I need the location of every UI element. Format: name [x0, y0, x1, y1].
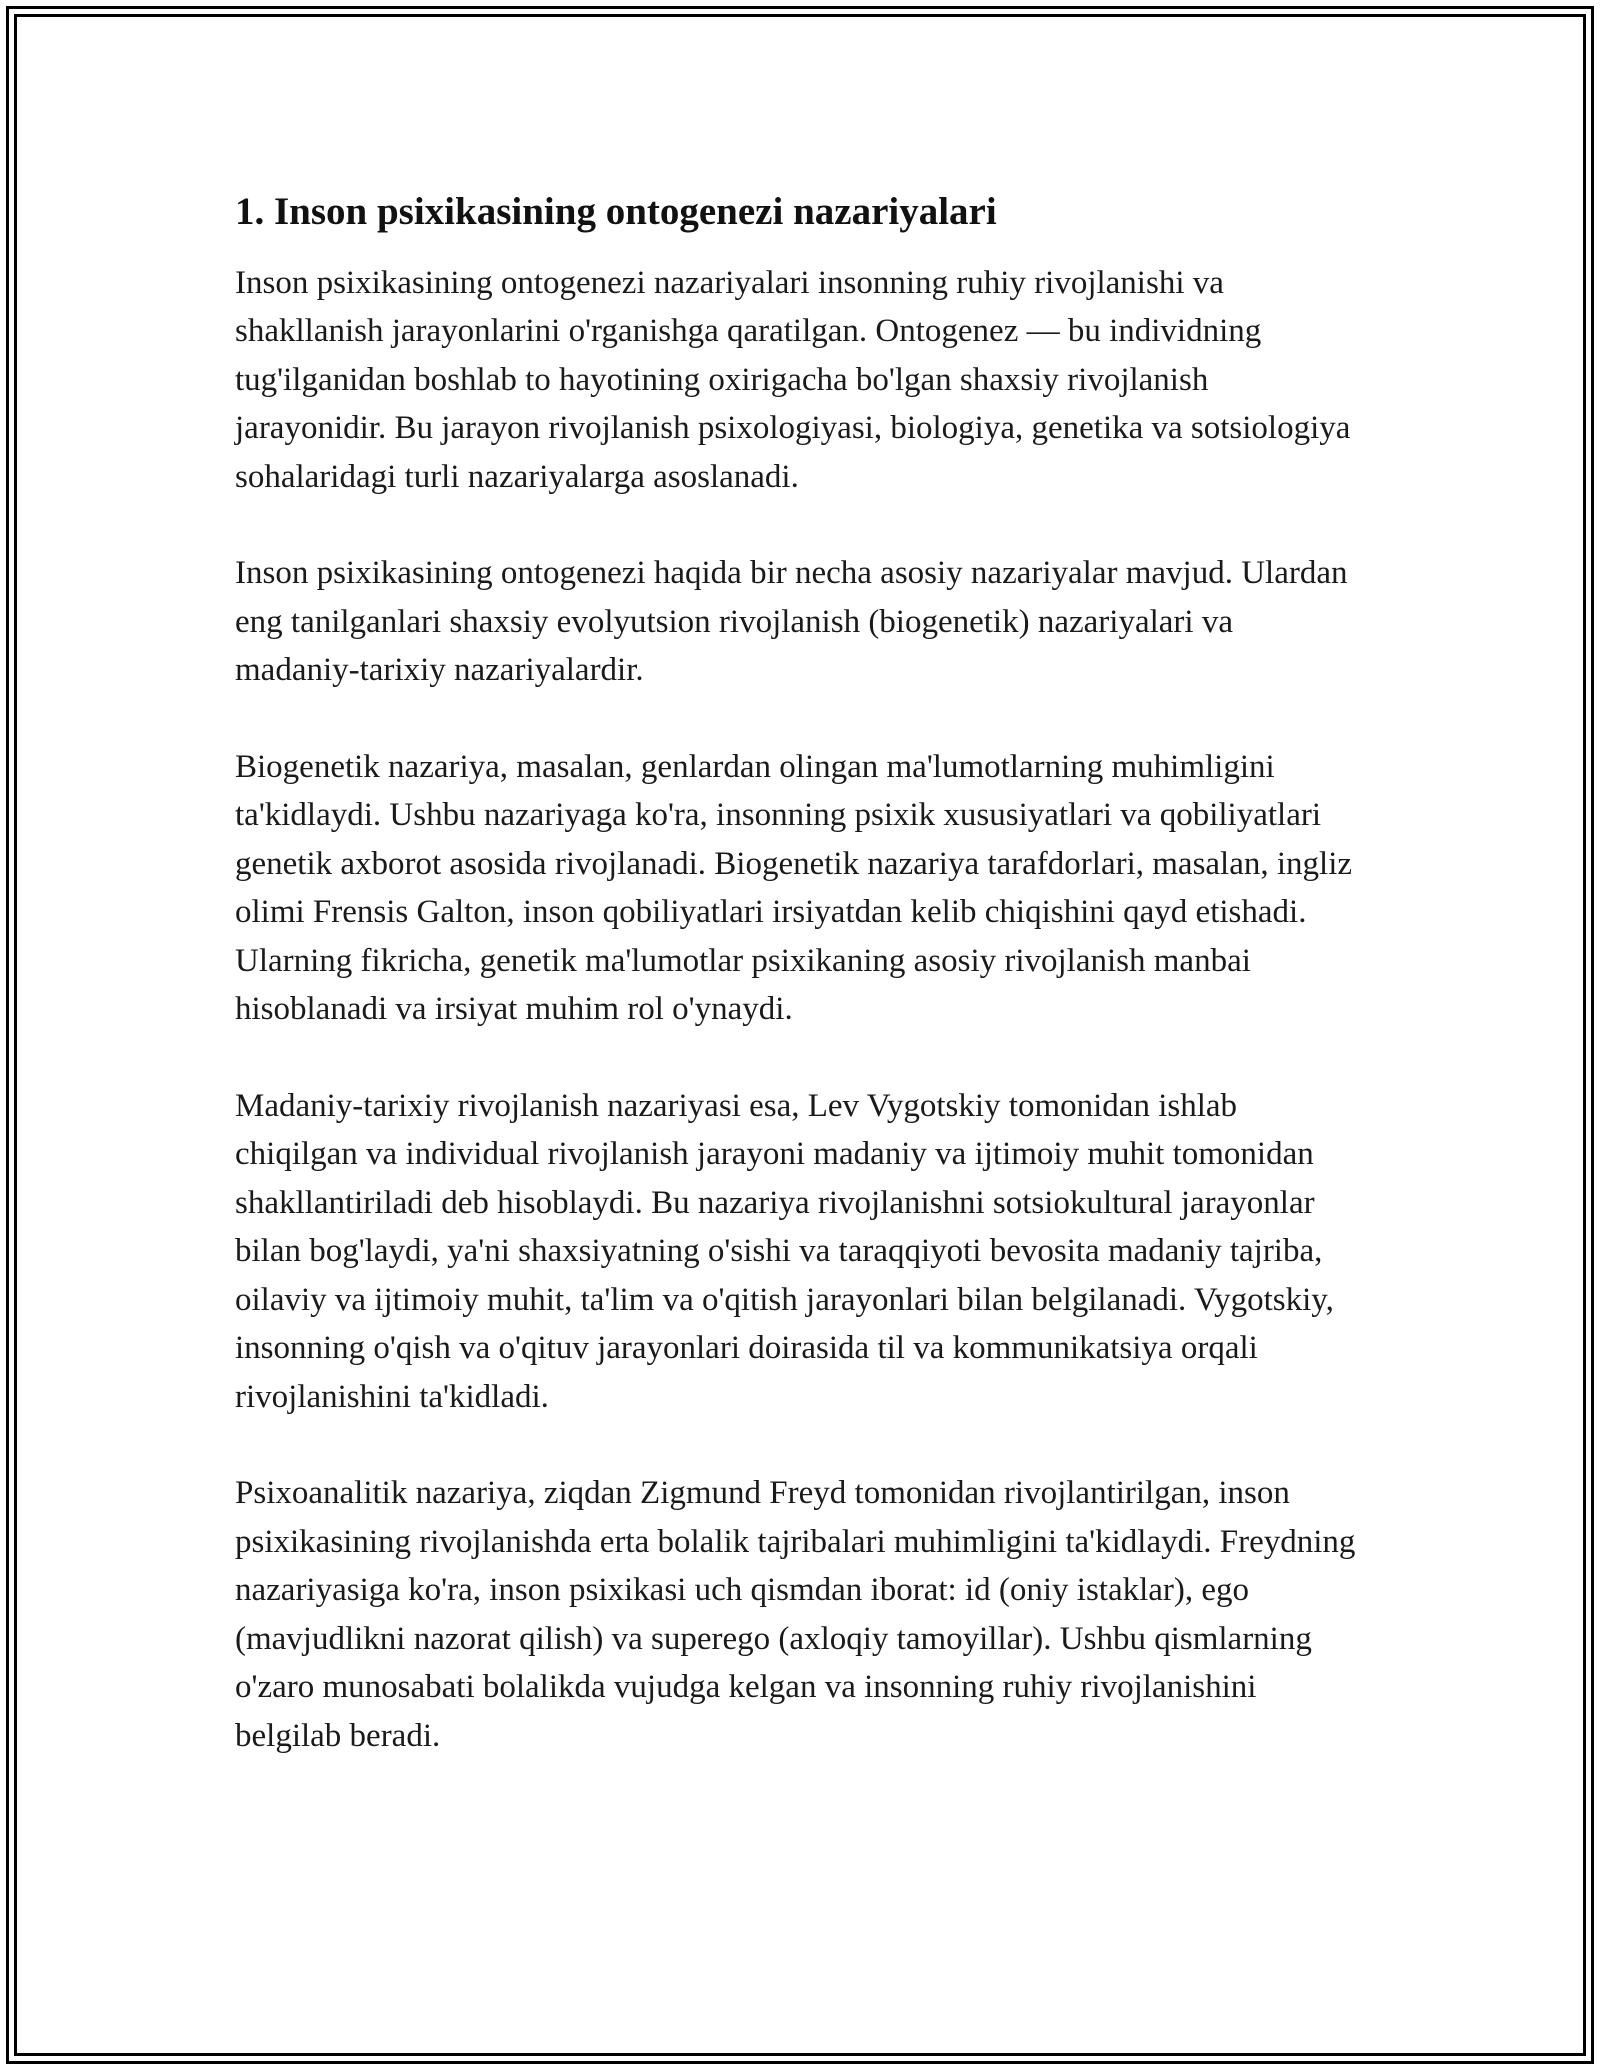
section-title: 1. Inson psixikasining ontogenezi nazariyalari	[235, 190, 997, 233]
paragraph-cultural-historical: Madaniy-tarixiy rivojlanish nazariyasi esa, Lev Vygotskiy tomonidan ishlab chiqilgan va individual rivojlanish jarayoni madaniy va ijtimoiy muhit tomonidan shakllantiriladi deb hisoblaydi. Bu nazariya rivojlanishni sotsiokultural jarayonlar bilan bog'laydi, ya'ni shaxsiyatning o'sishi va taraqqiyoti bevosita madaniy tajriba, oilaviy va ijtimoiy muhit, ta'lim va o'qitish jarayonlari bilan belgilanadi. Vygotskiy, insonning o'qish va o'qituv jarayonlari doirasida til va kommunikatsiya orqali rivojlanishini ta'kidladi.	[235, 1087, 1334, 1415]
paragraph-main-theories: Inson psixikasining ontogenezi haqida bir necha asosiy nazariyalar mavjud. Ulardan eng tanilganlari shaxsiy evolyutsion rivojlanish (biogenetik) nazariyalari va madaniy-tarixiy nazariyalardir.	[235, 555, 1348, 689]
document-body	[235, 188, 1365, 1808]
paragraph-psychoanalytic: Psixoanalitik nazariya, ziqdan Zigmund Freyd tomonidan rivojlantirilgan, inson psixikasining rivojlanishda erta bolalik tajribalari muhimligini ta'kidlaydi. Freydning nazariyasiga ko'ra, inson psixikasi uch qismdan iborat: id (oniy istaklar), ego (mavjudlikni nazorat qilish) va superego (axloqiy tamoyillar). Ushbu qismlarning o'zaro munosabati bolalikda vujudga kelgan va insonning ruhiy rivojlanishini belgilab beradi.	[235, 1475, 1356, 1754]
paragraph-intro: Inson psixikasining ontogenezi nazariyalari insonning ruhiy rivojlanishi va shakllanish jarayonlarini o'rganishga qaratilgan. Ontogenez — bu individning tug'ilganidan boshlab to hayotining oxirigacha bo'lgan shaxsiy rivojlanish jarayonidir. Bu jarayon rivojlanish psixologiyasi, biologiya, genetika va sotsiologiya sohalaridagi turli nazariyalarga asoslanadi.	[235, 264, 1351, 495]
paragraph-biogenetic: Biogenetik nazariya, masalan, genlardan olingan ma'lumotlarning muhimligini ta'kidlaydi. Ushbu nazariyaga ko'ra, insonning psixik xususiyatlari va qobiliyatlari genetik axborot asosida rivojlanadi. Biogenetik nazariya tarafdorlari, masalan, ingliz olimi Frensis Galton, inson qobiliyatlari irsiyatdan kelib chiqishini qayd etishadi. Ularning fikricha, genetik ma'lumotlar psixikaning asosiy rivojlanish manbai hisoblanadi va irsiyat muhim rol o'ynaydi.	[235, 748, 1353, 1028]
